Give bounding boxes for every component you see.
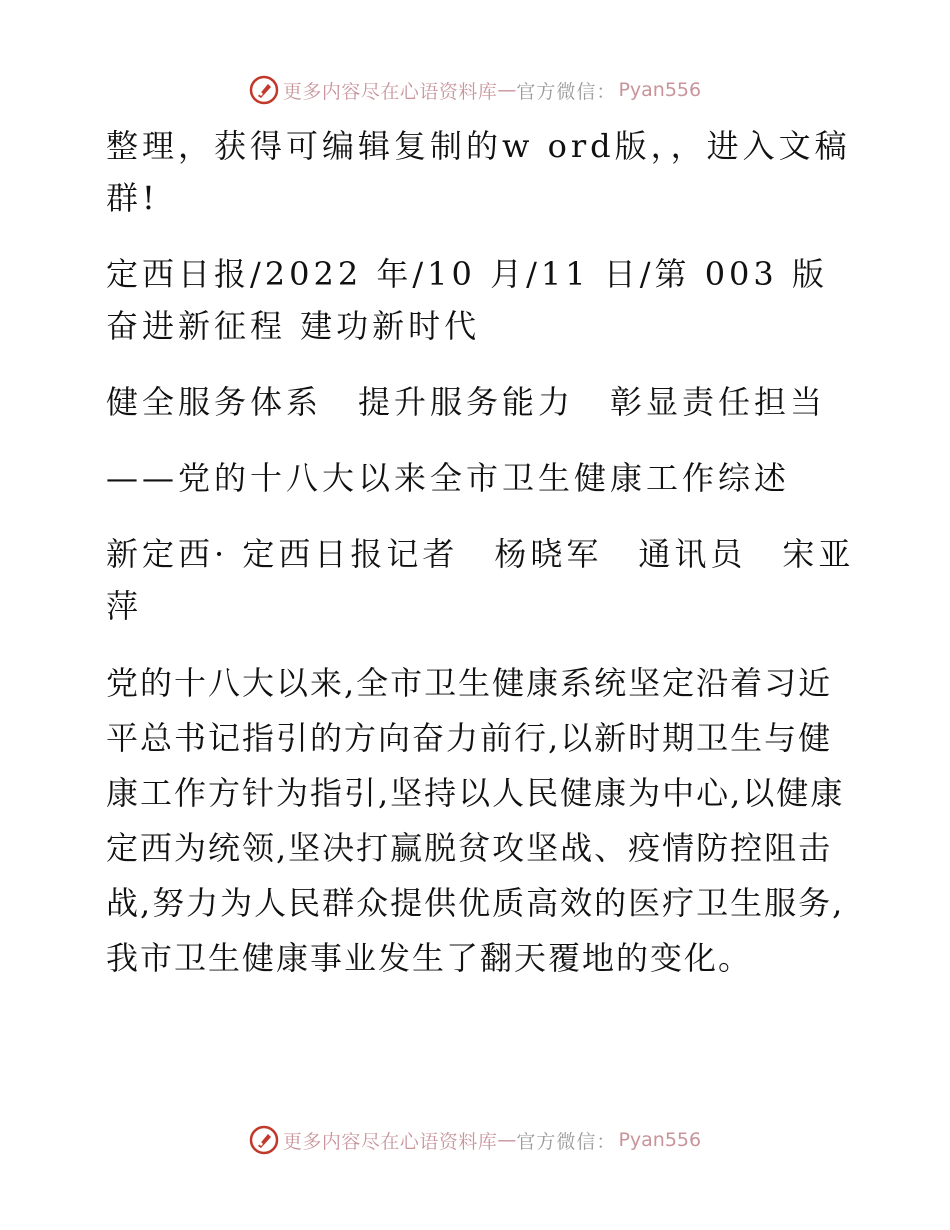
- article-title: 健全服务体系 提升服务能力 彰显责任担当: [106, 383, 827, 421]
- banner-wechat-id: Pyan556: [618, 79, 702, 101]
- pen-nib-circle-icon: [249, 75, 279, 105]
- banner-wechat-label: 官方微信：: [516, 80, 617, 103]
- banner-text: 更多内容尽在心语资料库: [282, 1130, 498, 1153]
- body-paragraph: 党的十八大以来,全市卫生健康系统坚定沿着习近平总书记指引的方向奋力前行,以新时期卫生与健康工作方针为指引,坚持以人民健康为中心,以健康定西为统领,坚决打赢脱贫攻坚战、疫情防控阻击战,努力为人民群众提供优质高效的医疗卫生服务,我市卫生健康事业发生了翻天覆地的变化。: [106, 664, 845, 977]
- source-line: 定西日报/2022 年/10 月/11 日/第 003 版奋进新征程 建功新时代: [106, 255, 828, 345]
- document-body: [96, 120, 856, 1010]
- banner-text: 更多内容尽在心语资料库: [282, 80, 498, 103]
- article-subtitle: ——党的十八大以来全市卫生健康工作综述: [106, 459, 791, 497]
- footer-watermark: [0, 1120, 950, 1160]
- banner-wechat-id: Pyan556: [618, 1129, 702, 1151]
- banner-separator: —: [497, 1129, 517, 1151]
- intro-paragraph: 整理，获得可编辑复制的w ord版，，进入文稿群!: [106, 127, 851, 217]
- byline: 新定西· 定西日报记者 杨晓军 通讯员 宋亚萍: [106, 535, 855, 625]
- banner-wechat-label: 官方微信：: [516, 1130, 617, 1153]
- banner-separator: —: [497, 79, 517, 101]
- header-watermark: [0, 70, 950, 110]
- pen-nib-circle-icon: [249, 1125, 279, 1155]
